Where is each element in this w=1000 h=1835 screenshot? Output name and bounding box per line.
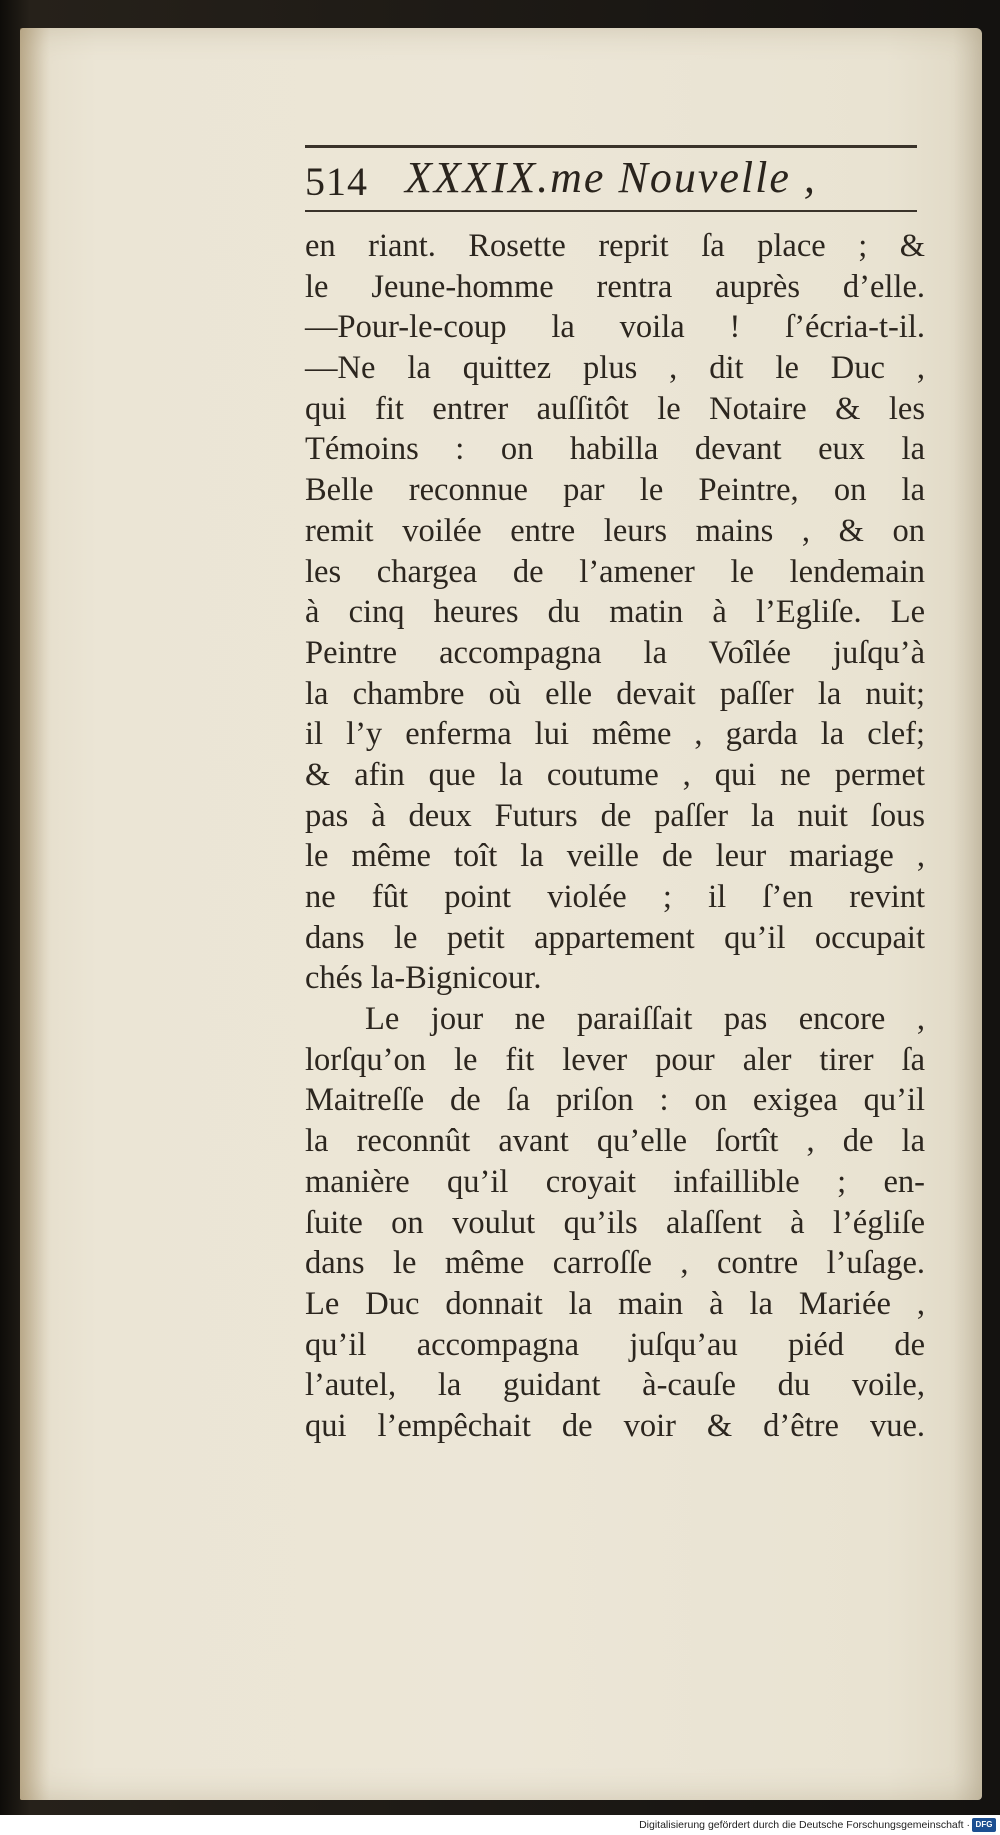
page-number: 514 [305, 159, 368, 204]
text-line: la reconnût avant qu’elle ſortît , de la [305, 1123, 925, 1160]
text-line: à cinq heures du matin à l’Egliſe. Le [305, 594, 925, 631]
text-line: Témoins : on habilla devant eux la [305, 431, 925, 468]
text-line: en riant. Rosette reprit ſa place ; & [305, 228, 925, 264]
text-line: il l’y enferma lui même , garda la clef; [305, 716, 925, 753]
text-line: dans le petit appartement qu’il occupait [305, 919, 925, 956]
text-line: remit voilée entre leurs mains , & on [305, 512, 925, 549]
text-line: dans le même carroſſe , contre l’uſage. [305, 1245, 925, 1282]
text-line: qui l’empêchait de voir & d’être vue. [305, 1407, 925, 1444]
text-line: Maitreſſe de ſa priſon : on exigea qu’il [305, 1082, 925, 1119]
text-line: pas à deux Futurs de paſſer la nuit ſous [305, 797, 925, 834]
text-line: manière qu’il croyait infaillible ; en- [305, 1163, 925, 1200]
text-line: Le jour ne paraiſſait pas encore , [365, 1001, 925, 1038]
dfg-logo: DFG [972, 1818, 996, 1832]
running-head-title: XXXIX.me Nouvelle , [405, 153, 817, 202]
text-line: lorſqu’on le fit lever pour aler tirer ſa [305, 1041, 925, 1078]
text-line: —Ne la quittez plus , dit le Duc , [305, 350, 925, 387]
header-rule-top [305, 145, 917, 148]
text-line: l’autel, la guidant à-cauſe du voile, [305, 1367, 925, 1404]
text-line: le Jeune-homme rentra auprès d’elle. [305, 268, 925, 305]
text-line: les chargea de l’amener le lendemain [305, 553, 925, 590]
text-line: Le Duc donnait la main à la Mariée , [305, 1285, 925, 1322]
body-text [305, 226, 945, 1447]
funding-credit: Digitalisierung gefördert durch die Deutsche Forschungsgemeinschaft · [639, 1819, 970, 1831]
header-rule-bottom [305, 210, 917, 212]
text-line: Peintre accompagna la Voîlée juſqu’à [305, 634, 925, 671]
text-line: qu’il accompagna juſqu’au piéd de [305, 1326, 925, 1363]
text-line: Belle reconnue par le Peintre, on la [305, 472, 925, 509]
running-head [305, 150, 917, 210]
text-line: chés la-Bignicour. [305, 960, 542, 997]
text-line: ne fût point violée ; il ſ’en revint [305, 879, 925, 915]
text-line: —Pour-le-coup la voila ! ſ’écria-t-il. [305, 309, 925, 346]
text-line: & afin que la coutume , qui ne permet [305, 756, 925, 793]
text-line: la chambre où elle devait paſſer la nuit; [305, 675, 925, 712]
text-line: le même toît la veille de leur mariage , [305, 838, 925, 875]
text-line: qui fit entrer auſſitôt le Notaire & les [305, 390, 925, 427]
text-line: ſuite on voulut qu’ils alaſſent à l’égliſe [305, 1204, 925, 1241]
digitization-footer [0, 1815, 1000, 1835]
